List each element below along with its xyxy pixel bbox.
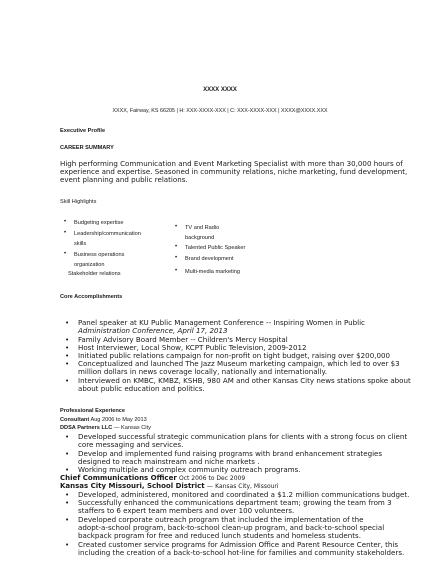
- item-text: Developed successful strategic communication plans for clients with a strong focus on client: [78, 432, 408, 441]
- item-text: Working multiple and complex community outreach programs.: [78, 465, 301, 474]
- job1-separator: —: [113, 425, 120, 431]
- item-text: Created customer service programs for Admission Office and Parent Resource Center, this: [78, 540, 399, 549]
- bullet-icon: •: [65, 344, 70, 352]
- list-item-cont: designed to reach mainstream and niche markets .: [78, 457, 260, 466]
- item-text: Initiated public relations campaign for non-profit on tight budget, raising over $200,000: [78, 351, 390, 360]
- list-item-cont: core messaging and services.: [78, 440, 184, 449]
- bullet-icon: •: [175, 268, 178, 274]
- skill-label: Leadership/communication: [74, 231, 141, 237]
- summary-line: event planning and public relations.: [60, 175, 188, 184]
- executive-profile-heading: Executive Profile: [60, 128, 106, 134]
- summary-line: High performing Communication and Event Marketing Specialist with more than 30,000 hours of: [60, 159, 403, 168]
- bullet-icon: •: [175, 255, 178, 261]
- skill-label-cont: organization: [74, 262, 105, 268]
- item-text: Interviewed on KMBC, KMBZ, KSHB, 980 AM and other Kansas City news stations spoke about: [78, 376, 411, 385]
- job2-employer-line: [60, 482, 279, 490]
- list-item-cont: adopt-a-school program, back-to-school clean-up program, and back-to-school special: [78, 523, 385, 532]
- core-accomplishments-heading: Core Accomplishments: [60, 294, 123, 300]
- bullet-icon: •: [65, 516, 70, 524]
- candidate-name: XXXX XXXX: [203, 87, 237, 93]
- list-item-cont: staffers to 6 expert team members and over 100 volunteers.: [78, 506, 295, 515]
- job2-city: Kansas City, Missouri: [215, 483, 279, 490]
- bullet-icon: •: [175, 224, 178, 230]
- skill-item: [64, 219, 124, 226]
- skill-label: Brand development: [185, 256, 234, 262]
- item-text: Develop and implemented fund raising programs with brand enhancement strategies: [78, 449, 383, 458]
- bullet-icon: •: [64, 219, 67, 225]
- skill-label-cont: background: [185, 235, 215, 241]
- bullet-icon: •: [64, 230, 67, 236]
- bullet-icon: •: [65, 336, 70, 344]
- skill-item-extra: Stakeholder relations: [68, 271, 121, 277]
- skill-item: [175, 244, 246, 251]
- skill-label: Business operations: [74, 252, 125, 258]
- bullet-icon: •: [65, 377, 70, 385]
- list-item-cont: backpack program for free and reduced lunch students and homeless students.: [78, 531, 361, 540]
- skill-item: [64, 251, 125, 258]
- item-text: Conceptualized and launched The Jazz Museum marketing campaign, which led to over $3: [78, 359, 400, 368]
- bullet-icon: •: [65, 541, 70, 549]
- bullet-icon: •: [65, 360, 70, 368]
- list-item: [65, 465, 301, 474]
- list-item-cont: Administration Conference, April 17, 2013: [78, 326, 228, 335]
- skill-item: [175, 255, 234, 262]
- skill-item: [175, 268, 241, 275]
- bullet-icon: •: [64, 251, 67, 257]
- item-text: Family Advisory Board Member -- Children's Mercy Hospital: [78, 335, 288, 344]
- skill-label: Multi-media marketing: [185, 269, 241, 275]
- professional-experience-heading: Professional Experience: [60, 408, 125, 414]
- skill-label: Budgeting expertise: [74, 220, 124, 226]
- job2-title: Chief Communications Officer: [60, 474, 177, 482]
- bullet-icon: •: [65, 466, 70, 474]
- job2-dates: Oct 2006 to Dec 2009: [179, 475, 246, 482]
- career-summary-heading: CAREER SUMMARY: [60, 145, 114, 151]
- bullet-icon: •: [65, 499, 70, 507]
- item-text: Host Interviewer, Local Show, KCPT Public Television, 2009-2012: [78, 343, 307, 352]
- list-item-cont: million dollars in news coverage locally, nationally and internationally.: [78, 367, 327, 376]
- job2-employer: Kansas City Missouri, School District: [60, 482, 205, 490]
- job2-header: [60, 474, 245, 482]
- contact-line: XXXX, Fairway, KS 66205 | H: XXX-XXXX-XXX | C: XXX-XXXX-XXX | XXXX@XXXX.XXX: [112, 108, 328, 114]
- bullet-icon: •: [65, 450, 70, 458]
- bullet-icon: •: [65, 491, 70, 499]
- summary-line: experience and expertise. Seasoned in community relations, niche marketing, fund development,: [60, 167, 408, 176]
- skill-label: Talented Public Speaker: [185, 245, 246, 251]
- job1-employer-line: [60, 425, 151, 431]
- job1-title: Consultant: [60, 417, 90, 423]
- skill-highlights-heading: Skill Highlights: [60, 199, 97, 205]
- job1-dates: Aug 2006 to May 2013: [90, 417, 147, 423]
- bullet-icon: •: [65, 319, 70, 327]
- skill-label: TV and Radio: [185, 225, 220, 231]
- item-text: Successfully enhanced the communications department team; growing the team from 3: [78, 498, 392, 507]
- job1-employer: DDSA Partners LLC: [60, 425, 113, 431]
- bullet-icon: •: [65, 433, 70, 441]
- item-text: Panel speaker at KU Public Management Conference -- Inspiring Women in Public: [78, 318, 365, 327]
- list-item-cont: including the creation of a back-to-school hot-line for families and community stakeholders.: [78, 548, 405, 557]
- bullet-icon: •: [65, 352, 70, 360]
- job1-header: [60, 417, 147, 423]
- list-item-cont: about public education and politics.: [78, 384, 205, 393]
- job2-separator: —: [206, 483, 213, 490]
- job1-city: Kansas City: [121, 425, 151, 431]
- bullet-icon: •: [175, 244, 178, 250]
- item-text: Developed, administered, monitored and coordinated a $1.2 million communications budget.: [78, 490, 410, 499]
- skill-item: [175, 224, 220, 231]
- skill-label-cont: skills: [74, 241, 87, 247]
- skill-item: [64, 230, 141, 237]
- item-text: Developed corporate outreach program that included the implementation of the: [78, 515, 364, 524]
